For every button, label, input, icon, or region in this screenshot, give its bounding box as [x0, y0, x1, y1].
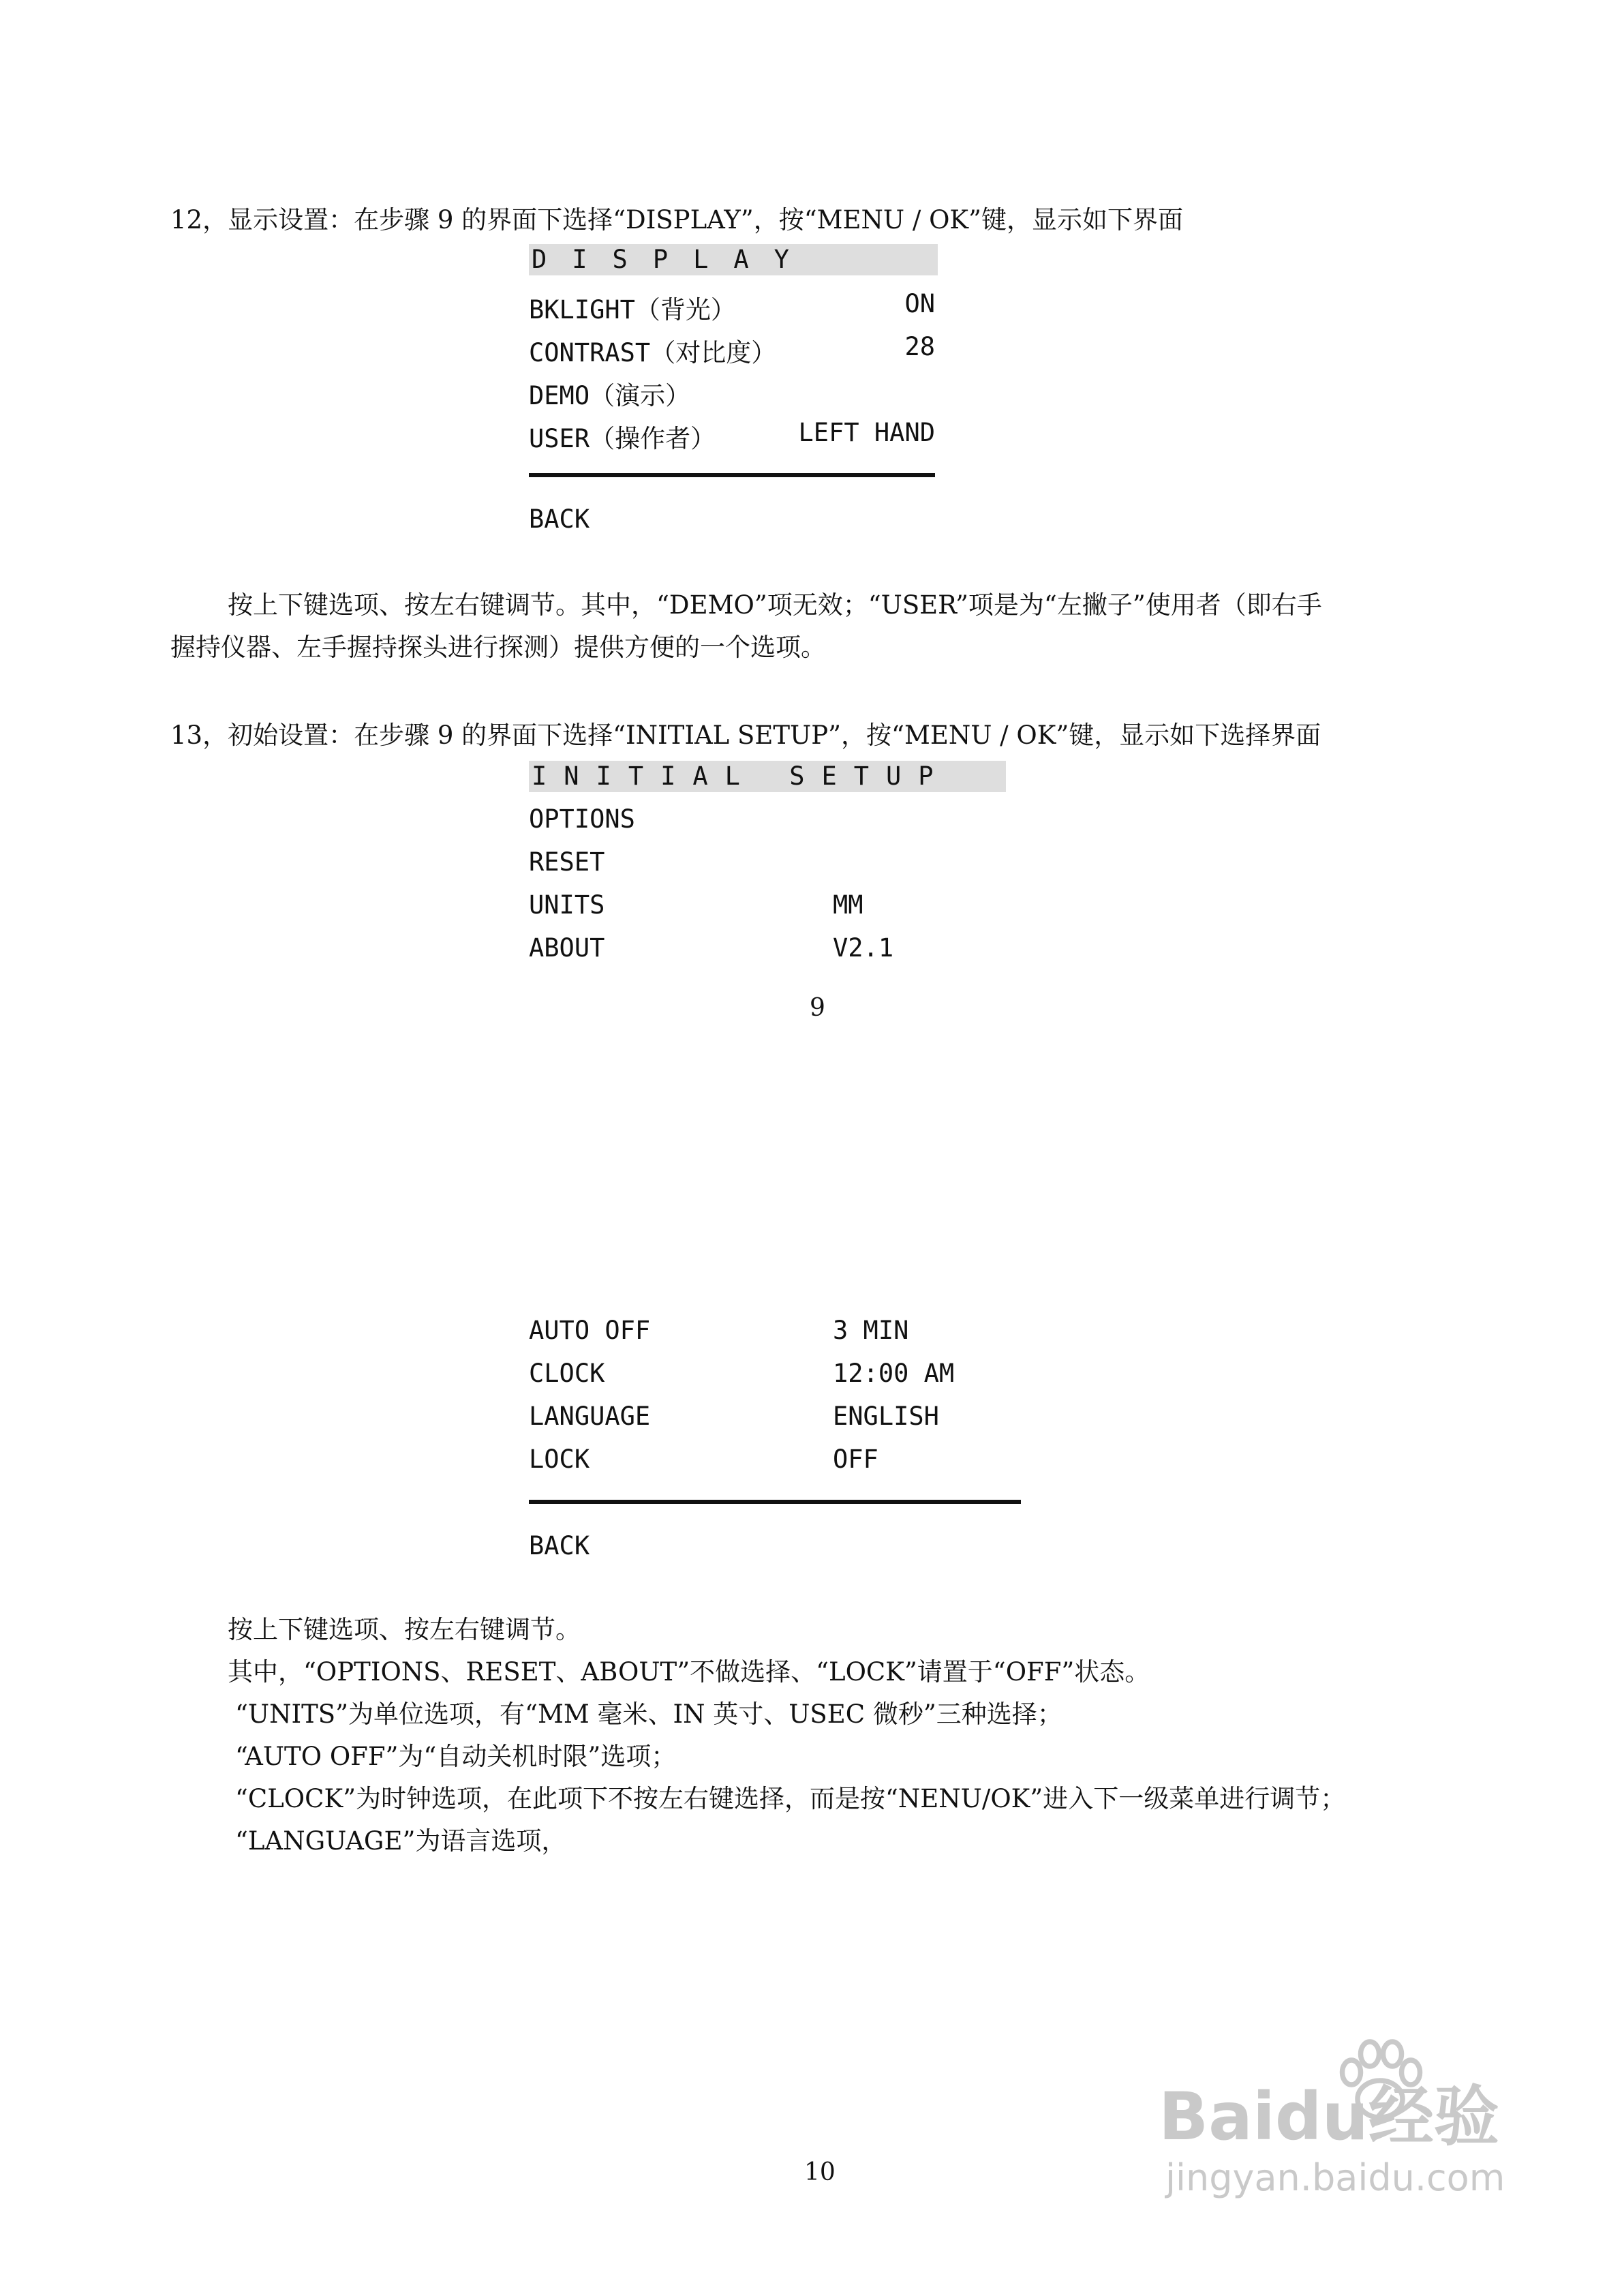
baidu-watermark: [1159, 2079, 1505, 2202]
section-12-note-line2: 握持仪器、左手握持探头进行探测）提供方便的一个选项。: [170, 633, 826, 662]
section-13-note: “CLOCK”为时钟选项，在此项下不按左右键选择，而是按“NENU/OK”进入下一级菜单进行调节；: [235, 1784, 1346, 1813]
watermark-url: jingyan.baidu.com: [1165, 2156, 1505, 2199]
menu-item-value: V2.1: [833, 933, 894, 963]
menu-item-label: LOCK: [529, 1445, 590, 1474]
menu-item-label: LANGUAGE: [529, 1402, 651, 1431]
page-number-10: 10: [804, 2158, 836, 2186]
menu-item-value: ON: [904, 289, 935, 318]
menu-divider: [529, 473, 935, 477]
menu-item-label: OPTIONS: [529, 804, 635, 834]
paw-icon: [1329, 2031, 1431, 2134]
section-13-note: 按上下键选项、按左右键调节。: [228, 1615, 581, 1644]
menu-divider: [529, 1500, 1021, 1504]
menu-item-label: AUTO OFF: [529, 1316, 651, 1345]
menu-item-value: LEFT HAND: [798, 418, 935, 447]
menu-item-label: CLOCK: [529, 1359, 605, 1388]
section-12-heading: 12，显示设置：在步骤 9 的界面下选择“DISPLAY”，按“MENU / OK”键，显示如下界面: [170, 205, 1183, 235]
menu-back: BACK: [529, 504, 590, 534]
section-12-note-line1: 按上下键选项、按左右键调节。其中，“DEMO”项无效；“USER”项是为“左撇子”使用者（即右手: [228, 590, 1322, 620]
initial-setup-menu-title: INITIAL SETUP: [529, 761, 1006, 792]
section-13-heading: 13，初始设置：在步骤 9 的界面下选择“INITIAL SETUP”，按“MENU / OK”键，显示如下选择界面: [170, 721, 1321, 750]
section-13-note: “UNITS”为单位选项，有“MM 毫米、IN 英寸、USEC 微秒”三种选择；: [235, 1700, 1062, 1729]
menu-back: BACK: [529, 1531, 590, 1560]
menu-item-label: DEMO（演示）: [529, 381, 691, 410]
menu-item-label: BKLIGHT（背光）: [529, 295, 736, 324]
menu-item-label: USER（操作者）: [529, 424, 716, 453]
menu-item-value: 28: [904, 332, 935, 361]
watermark-brand: Baidu经验: [1159, 2079, 1499, 2155]
menu-item-value: MM: [833, 890, 863, 920]
menu-item-value: OFF: [833, 1445, 878, 1474]
display-menu-title: DISPLAY: [529, 244, 938, 275]
menu-item-label: ABOUT: [529, 933, 605, 963]
section-13-note: 其中，“OPTIONS、RESET、ABOUT”不做选择、“LOCK”请置于“OFF”状态。: [228, 1657, 1150, 1687]
menu-item-value: 12:00 AM: [833, 1359, 955, 1388]
section-13-note: “LANGUAGE”为语言选项，: [235, 1826, 567, 1856]
menu-item-value: ENGLISH: [833, 1402, 939, 1431]
menu-item-label: RESET: [529, 847, 605, 877]
section-13-note: “AUTO OFF”为“自动关机时限”选项；: [235, 1742, 677, 1771]
menu-item-label: UNITS: [529, 890, 605, 920]
page-number-9: 9: [810, 994, 825, 1022]
menu-item-label: CONTRAST（对比度）: [529, 338, 777, 367]
menu-item-value: 3 MIN: [833, 1316, 909, 1345]
